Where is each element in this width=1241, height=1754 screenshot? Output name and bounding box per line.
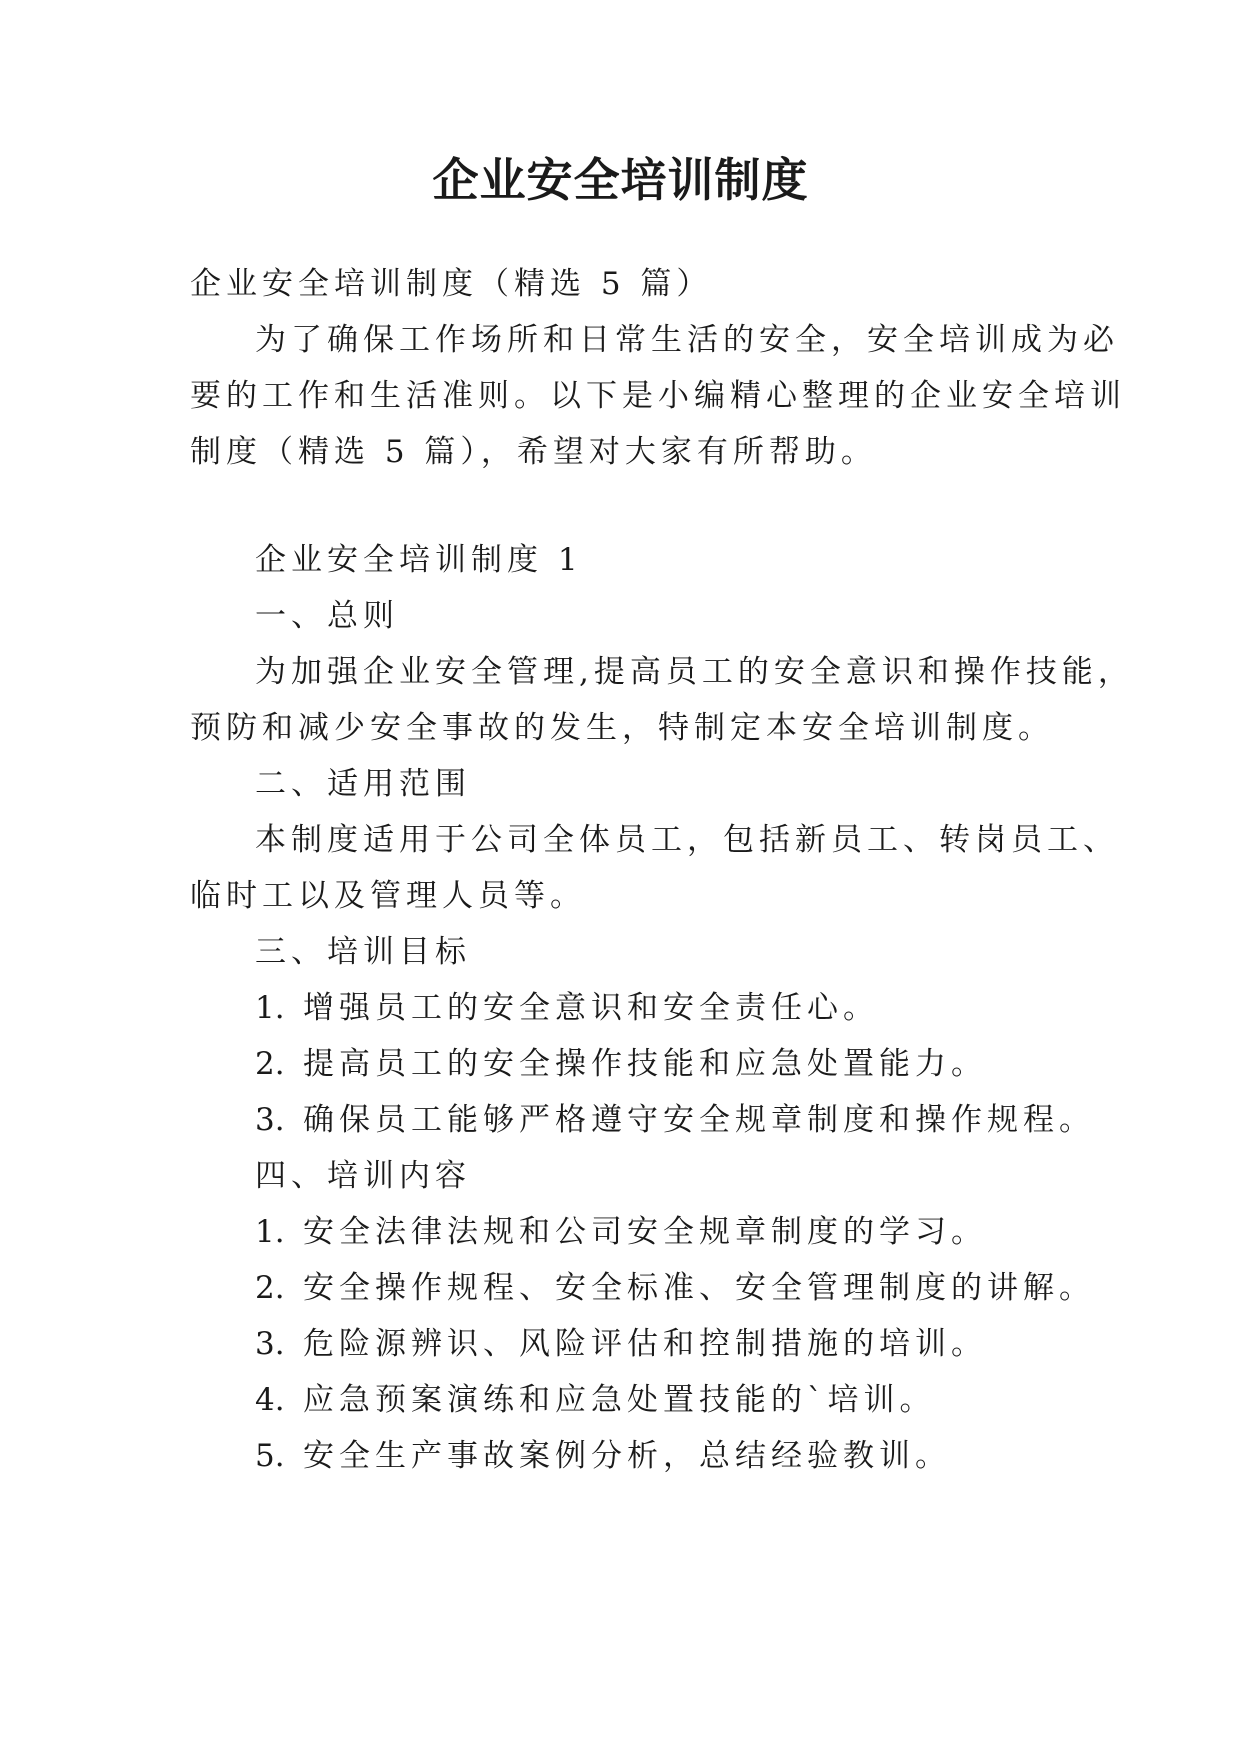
list-item-text: 安全生产事故案例分析，总结经验教训。 — [303, 1438, 951, 1474]
heading-general: 一、总则 — [255, 598, 399, 634]
list-item — [255, 1380, 936, 1420]
list-item-number: 3. — [255, 1102, 285, 1138]
list-item-number: 3. — [255, 1326, 285, 1362]
paragraph-line: 临时工以及管理人员等。 — [190, 878, 586, 914]
list-item-text: 应急预案演练和应急处置技能的`培训。 — [303, 1382, 936, 1418]
list-item-number: 1. — [255, 1214, 285, 1250]
paragraph-line: 为加强企业安全管理,提高员工的安全意识和操作技能， — [255, 654, 1134, 690]
document-title: 企业安全培训制度 — [432, 153, 809, 207]
paragraph-line: 本制度适用于公司全体员工，包括新员工、转岗员工、 — [255, 822, 1119, 858]
paragraph-line: 预防和减少安全事故的发生，特制定本安全培训制度。 — [190, 710, 1054, 746]
list-item-number: 2. — [255, 1046, 285, 1082]
list-item-text: 提高员工的安全操作技能和应急处置能力。 — [303, 1046, 987, 1082]
list-item-number: 4. — [255, 1382, 285, 1418]
list-item-text: 安全法律法规和公司安全规章制度的学习。 — [303, 1214, 987, 1250]
list-item-text: 增强员工的安全意识和安全责任心。 — [303, 990, 879, 1026]
list-item-number: 1. — [255, 990, 285, 1026]
document-subtitle: 企业安全培训制度（精选 5 篇） — [190, 266, 713, 302]
list-item — [255, 1212, 987, 1252]
list-item-text: 确保员工能够严格遵守安全规章制度和操作规程。 — [303, 1102, 1095, 1138]
intro-line: 为了确保工作场所和日常生活的安全，安全培训成为必 — [255, 322, 1119, 358]
list-item — [255, 988, 879, 1028]
heading-goals: 三、培训目标 — [255, 934, 471, 970]
list-item — [255, 1436, 951, 1476]
list-item-number: 2. — [255, 1270, 285, 1306]
list-item-text: 危险源辨识、风险评估和控制措施的培训。 — [303, 1326, 987, 1362]
list-item-text: 安全操作规程、安全标准、安全管理制度的讲解。 — [303, 1270, 1095, 1306]
list-item-number: 5. — [255, 1438, 285, 1474]
section-title: 企业安全培训制度 1 — [255, 542, 583, 578]
intro-line: 要的工作和生活准则。以下是小编精心整理的企业安全培训 — [190, 378, 1126, 414]
list-item — [255, 1268, 1095, 1308]
intro-line: 制度（精选 5 篇），希望对大家有所帮助。 — [190, 434, 877, 470]
list-item — [255, 1100, 1095, 1140]
heading-contents: 四、培训内容 — [255, 1158, 471, 1194]
list-item — [255, 1044, 987, 1084]
heading-scope: 二、适用范围 — [255, 766, 471, 802]
list-item — [255, 1324, 987, 1364]
